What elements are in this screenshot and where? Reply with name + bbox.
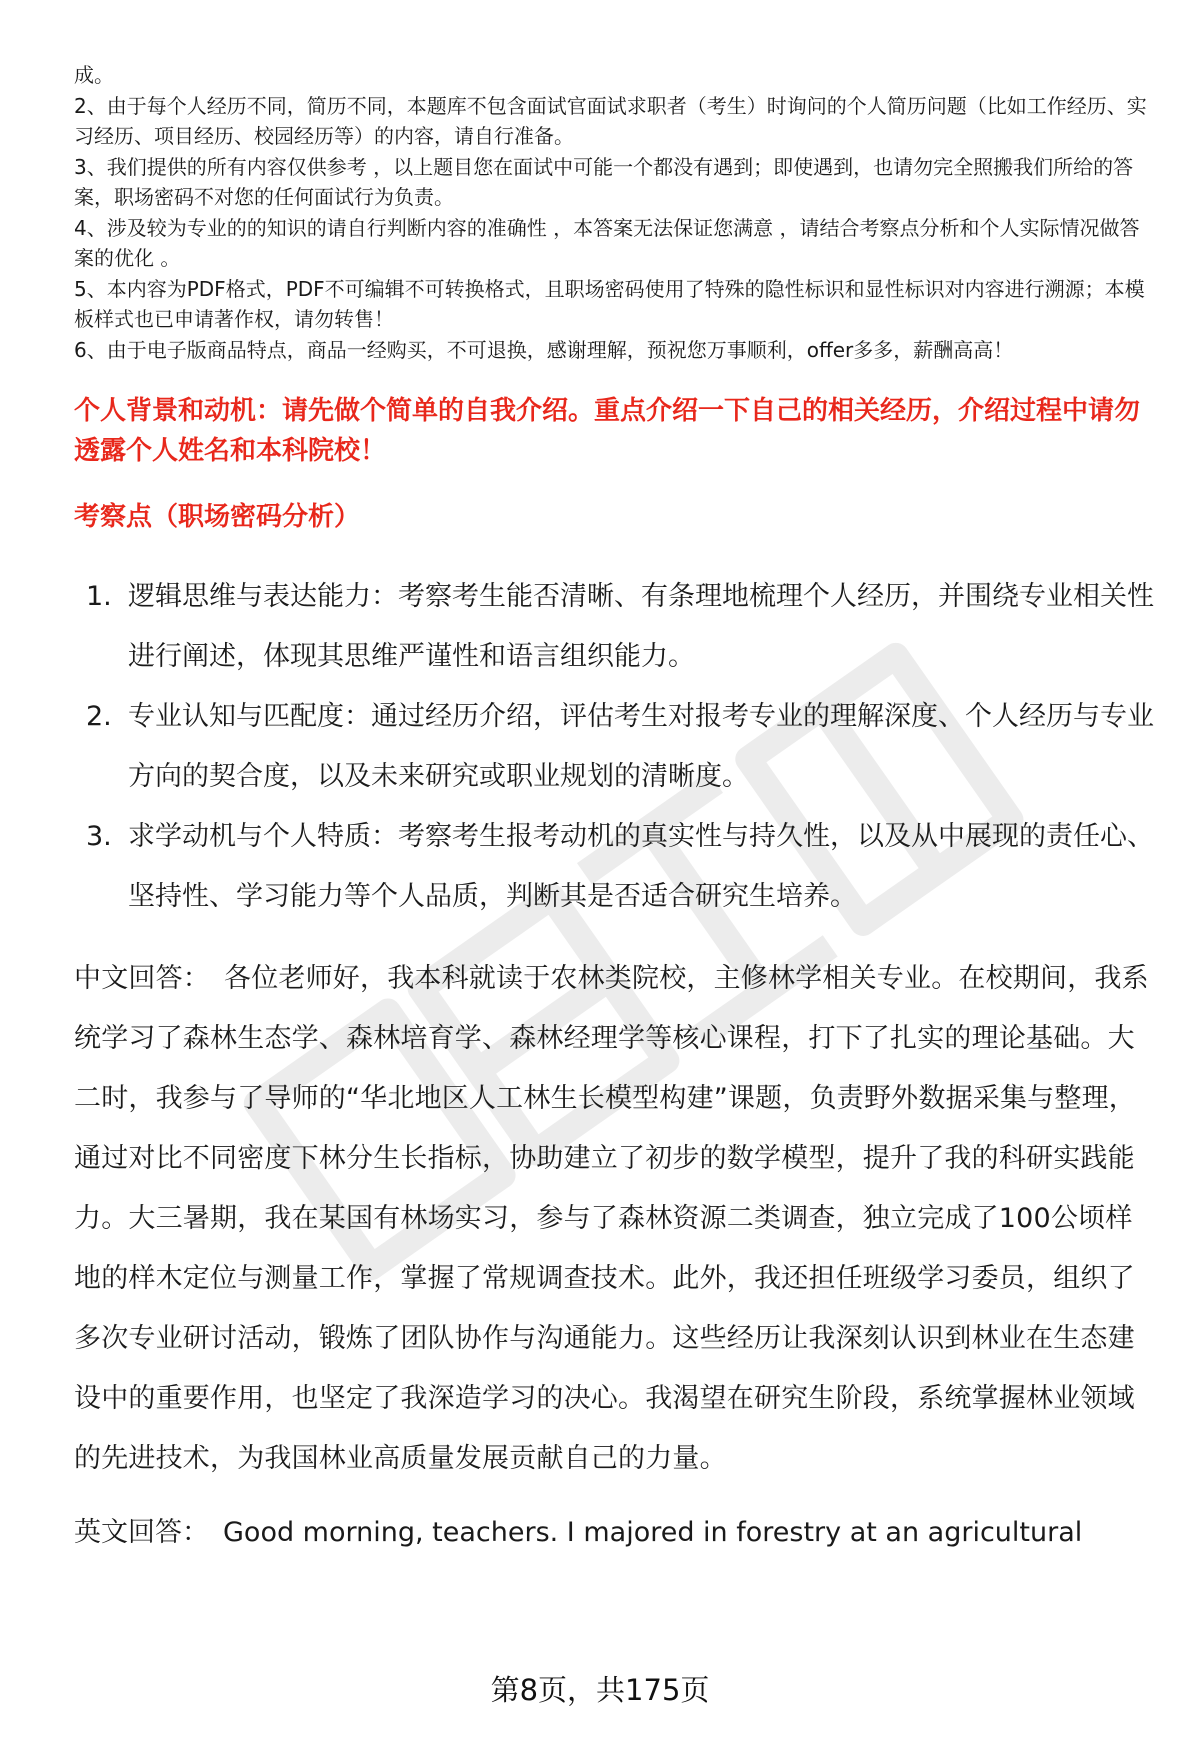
analysis-point (74, 807, 1154, 927)
page-number-footer: 第8页，共175页 (490, 1673, 710, 1707)
note-line: 6、由于电子版商品特点，商品一经购买，不可退换，感谢理解，预祝您万事顺利，offer多多，薪酬高高！ (74, 337, 1014, 362)
note-line: 4、涉及较为专业的的知识的请自行判断内容的准确性 ，本答案无法保证您满意 ，请结合考察点分析和个人实际情况做答案的优化 。 (74, 215, 1140, 270)
point-number: 2. (86, 701, 112, 732)
note-line: 成。 (74, 63, 114, 87)
chinese-answer (74, 949, 1154, 1489)
point-number: 3. (86, 821, 112, 852)
point-number: 1. (86, 581, 112, 612)
interview-question: 个人背景和动机：请先做个简单的自我介绍。重点介绍一下自己的相关经历，介绍过程中请勿透露个人姓名和本科院校！ (74, 396, 1141, 466)
point-text: 求学动机与个人特质：考察考生报考动机的真实性与持久性，以及从中展现的责任心、坚持性、学习能力等个人品质，判断其是否适合研究生培养。 (128, 821, 1154, 912)
analysis-points (74, 567, 1154, 927)
document-page (74, 60, 1154, 1563)
analysis-point (74, 687, 1154, 807)
note-line: 5、本内容为PDF格式，PDF不可编辑不可转换格式，且职场密码使用了特殊的隐性标识和显性标识对内容进行溯源；本模板样式也已申请著作权，请勿转售！ (74, 276, 1145, 331)
analysis-title: 考察点（职场密码分析） (74, 502, 361, 532)
analysis-point (74, 567, 1154, 687)
chinese-answer-text: 各位老师好，我本科就读于农林类院校，主修林学相关专业。在校期间，我系统学习了森林生态学、森林培育学、森林经理学等核心课程，打下了扎实的理论基础。大二时，我参与了导师的“华北地区人工林生长模型构建”课题，负责野外数据采集与整理，通过对比不同密度下林分生长指标，协助建立了初步的数学模型，提升了我的科研实践能力。大三暑期，我在某国有林场实习，参与了森林资源二类调查，独立完成了100公顷样地的样木定位与测量工作，掌握了常规调查技术。此外，我还担任班级学习委员，组织了多次专业研讨活动，锻炼了团队协作与沟通能力。这些经历让我深刻认识到林业在生态建设中的重要作用，也坚定了我深造学习的决心。我渴望在研究生阶段，系统掌握林业领域的先进技术，为我国林业高质量发展贡献自己的力量。 (74, 963, 1149, 1474)
note-line: 2、由于每个人经历不同，简历不同，本题库不包含面试官面试求职者（考生）时询问的个人简历问题（比如工作经历、实习经历、项目经历、校园经历等）的内容，请自行准备。 (74, 93, 1147, 148)
point-text: 专业认知与匹配度：通过经历介绍，评估考生对报考专业的理解深度、个人经历与专业方向的契合度，以及未来研究或职业规划的清晰度。 (128, 701, 1154, 792)
chinese-answer-label: 中文回答： (74, 963, 210, 994)
english-answer-text: Good morning, teachers. I majored in forestry at an agricultural (223, 1517, 1083, 1548)
disclaimer-notes (74, 60, 1154, 365)
point-text: 逻辑思维与表达能力：考察考生能否清晰、有条理地梳理个人经历，并围绕专业相关性进行阐述，体现其思维严谨性和语言组织能力。 (128, 581, 1154, 672)
english-answer-label: 英文回答： (74, 1517, 209, 1548)
note-line: 3、我们提供的所有内容仅供参考 ，以上题目您在面试中可能一个都没有遇到；即使遇到，也请勿完全照搬我们所给的答案，职场密码不对您的任何面试行为负责。 (74, 154, 1134, 209)
english-answer (74, 1503, 1154, 1563)
